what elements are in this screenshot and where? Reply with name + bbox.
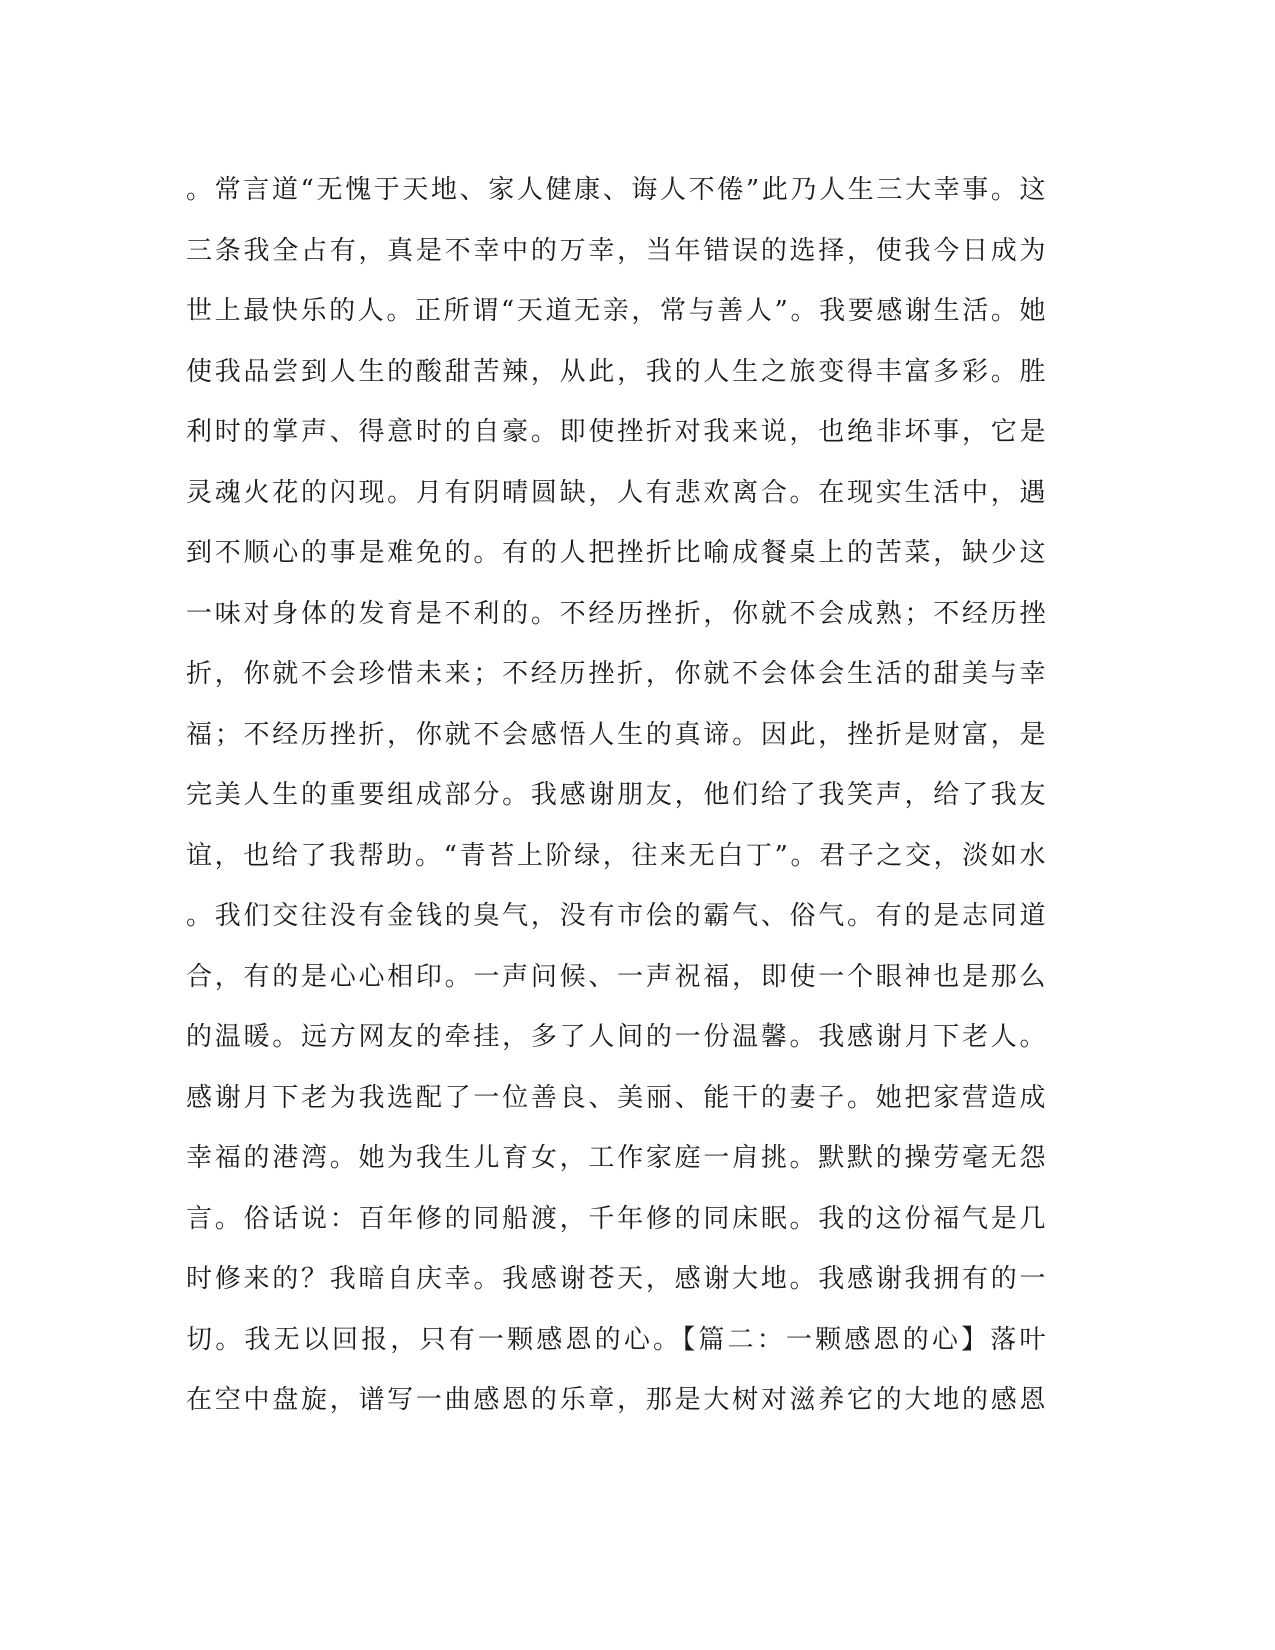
text-line: 完美人生的重要组成部分。我感谢朋友，他们给了我笑声，给了我友 <box>186 780 1046 810</box>
text-line: 幸福的港湾。她为我生儿育女，工作家庭一肩挑。默默的操劳毫无怨 <box>186 1143 1046 1173</box>
text-line: 感谢月下老为我选配了一位善良、美丽、能干的妻子。她把家营造成 <box>186 1082 1046 1113</box>
text-line: 三条我全占有，真是不幸中的万幸，当年错误的选择，使我今日成为 <box>186 235 1046 266</box>
text-line: 谊，也给了我帮助。“青苔上阶绿，往来无白丁”。君子之交，淡如水 <box>186 840 1046 871</box>
text-line: 切。我无以回报，只有一颗感恩的心。【篇二：一颗感恩的心】落叶 <box>186 1324 1046 1355</box>
text-line: 。我们交往没有金钱的臭气，没有市侩的霸气、俗气。有的是志同道 <box>186 901 1046 931</box>
body-text <box>186 160 1046 1431</box>
text-line: 在空中盘旋，谱写一曲感恩的乐章，那是大树对滋养它的大地的感恩 <box>186 1385 1046 1415</box>
text-line: 使我品尝到人生的酸甜苦辣，从此，我的人生之旅变得丰富多彩。胜 <box>186 356 1046 387</box>
text-line: 言。俗话说：百年修的同船渡，千年修的同床眠。我的这份福气是几 <box>186 1203 1046 1234</box>
text-line: 福；不经历挫折，你就不会感悟人生的真谛。因此，挫折是财富，是 <box>186 719 1046 750</box>
text-line: 利时的掌声、得意时的自豪。即使挫折对我来说，也绝非坏事，它是 <box>186 417 1046 447</box>
text-line: 。常言道“无愧于天地、家人健康、诲人不倦”此乃人生三大幸事。这 <box>186 175 1046 205</box>
text-line: 世上最快乐的人。正所谓“天道无亲，常与善人”。我要感谢生活。她 <box>186 296 1046 326</box>
text-line: 折，你就不会珍惜未来；不经历挫折，你就不会体会生活的甜美与幸 <box>186 659 1046 689</box>
text-line: 的温暖。远方网友的牵挂，多了人间的一份温馨。我感谢月下老人。 <box>186 1022 1046 1052</box>
text-line: 时修来的？我暗自庆幸。我感谢苍天，感谢大地。我感谢我拥有的一 <box>186 1264 1046 1294</box>
text-line: 合，有的是心心相印。一声问候、一声祝福，即使一个眼神也是那么 <box>186 961 1046 992</box>
text-line: 一味对身体的发育是不利的。不经历挫折，你就不会成熟；不经历挫 <box>186 598 1046 629</box>
text-line: 灵魂火花的闪现。月有阴晴圆缺，人有悲欢离合。在现实生活中，遇 <box>186 477 1046 508</box>
text-line: 到不顺心的事是难免的。有的人把挫折比喻成餐桌上的苦菜，缺少这 <box>186 538 1046 568</box>
